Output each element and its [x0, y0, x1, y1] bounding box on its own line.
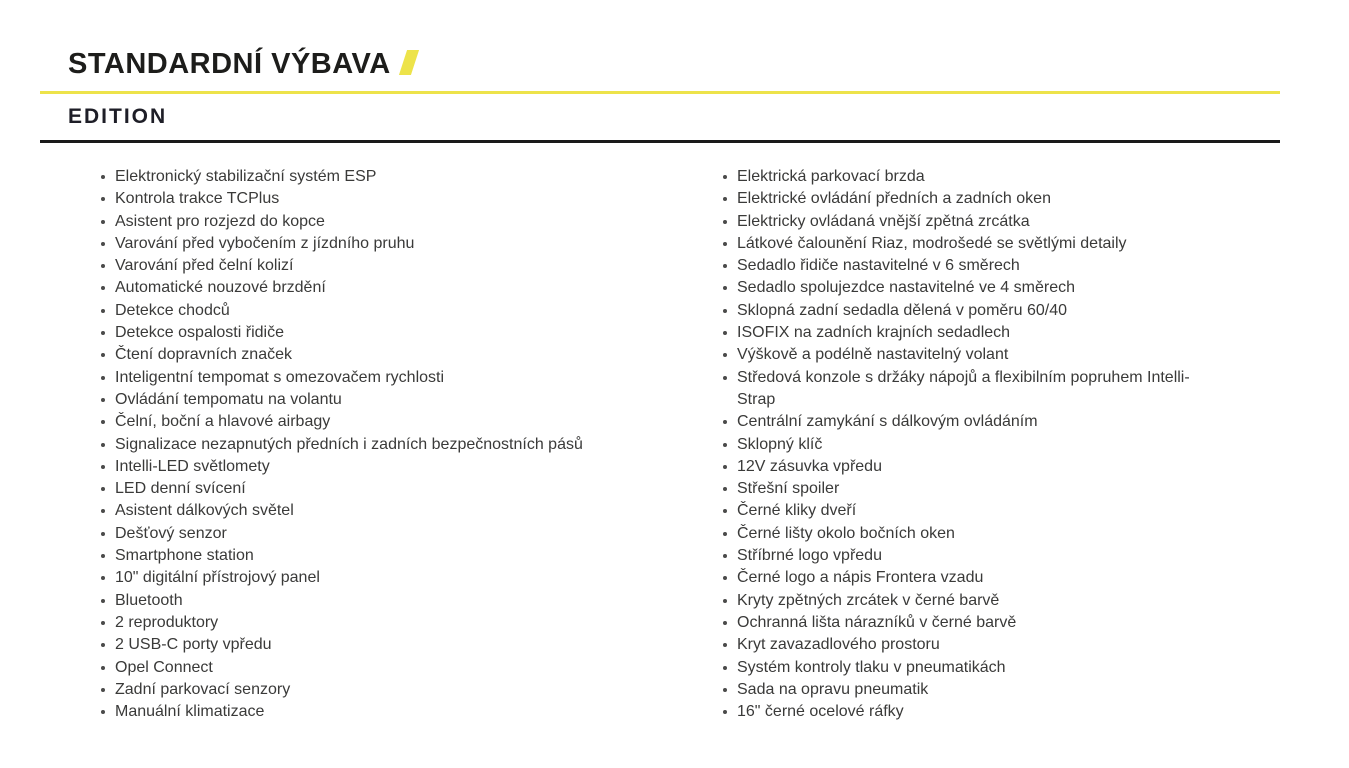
- bullet-icon: [101, 465, 105, 469]
- feature-text: 2 reproduktory: [115, 613, 219, 631]
- bullet-icon: [723, 666, 727, 670]
- bullet-icon: [723, 220, 727, 224]
- feature-item: [722, 679, 1222, 701]
- feature-text: 12V zásuvka vpředu: [737, 457, 882, 475]
- feature-item: [722, 612, 1222, 634]
- yellow-divider: [40, 91, 1280, 94]
- feature-item: [100, 701, 662, 723]
- bullet-icon: [101, 420, 105, 424]
- feature-text: Detekce chodců: [115, 301, 230, 319]
- feature-item: [100, 411, 662, 433]
- feature-item: [100, 523, 662, 545]
- bullet-icon: [101, 532, 105, 536]
- feature-text: Sklopný klíč: [737, 435, 823, 453]
- bullet-icon: [101, 309, 105, 313]
- feature-text: Elektrická parkovací brzda: [737, 168, 925, 185]
- feature-text: Systém kontroly tlaku v pneumatikách: [737, 658, 1006, 676]
- feature-text: Manuální klimatizace: [115, 703, 265, 721]
- black-divider: [40, 140, 1280, 143]
- feature-item: [100, 277, 662, 299]
- bullet-icon: [723, 576, 727, 580]
- feature-text: Černé kliky dveří: [737, 502, 857, 520]
- page-title-text: STANDARDNÍ VÝBAVA: [68, 48, 391, 80]
- feature-item: [722, 456, 1222, 478]
- feature-item: [100, 389, 662, 411]
- bullet-icon: [101, 376, 105, 380]
- bullet-icon: [101, 264, 105, 268]
- feature-item: [100, 344, 662, 366]
- feature-text: Sklopná zadní sedadla dělená v poměru 60/40: [737, 301, 1068, 319]
- feature-text: ISOFIX na zadních krajních sedadlech: [737, 324, 1011, 342]
- bullet-icon: [723, 264, 727, 268]
- bullet-icon: [723, 643, 727, 647]
- feature-item: [722, 344, 1222, 366]
- feature-item: [100, 188, 662, 210]
- feature-text: Ovládání tempomatu na volantu: [115, 390, 342, 408]
- bullet-icon: [723, 286, 727, 290]
- feature-item: [722, 300, 1222, 322]
- feature-item: [722, 233, 1222, 255]
- feature-text: Kryty zpětných zrcátek v černé barvě: [737, 591, 1000, 609]
- feature-text: Střešní spoiler: [737, 480, 840, 498]
- yellow-slash-icon: [399, 50, 419, 75]
- bullet-icon: [723, 175, 727, 179]
- feature-text: Dešťový senzor: [115, 524, 227, 542]
- bullet-icon: [101, 643, 105, 647]
- feature-text: Opel Connect: [115, 658, 213, 676]
- bullet-icon: [101, 509, 105, 513]
- feature-text: Černé logo a nápis Frontera vzadu: [737, 569, 984, 587]
- section-title: EDITION: [68, 105, 168, 128]
- feature-text: Černé lišty okolo bočních oken: [737, 524, 955, 542]
- feature-item: [722, 523, 1222, 545]
- feature-text: 10" digitální přístrojový panel: [115, 569, 320, 587]
- feature-item: [722, 567, 1222, 589]
- feature-item: [722, 166, 1222, 188]
- feature-text: Čelní, boční a hlavové airbagy: [115, 413, 331, 431]
- bullet-icon: [723, 420, 727, 424]
- bullet-icon: [101, 621, 105, 625]
- feature-text: Centrální zamykání s dálkovým ovládáním: [737, 413, 1038, 431]
- feature-text: Inteligentní tempomat s omezovačem rychlosti: [115, 368, 445, 386]
- feature-item: [722, 367, 1222, 412]
- feature-item: [100, 567, 662, 589]
- feature-item: [100, 233, 662, 255]
- feature-list-right: [722, 166, 1222, 723]
- bullet-icon: [723, 197, 727, 201]
- feature-item: [100, 211, 662, 233]
- feature-item: [100, 300, 662, 322]
- feature-item: [100, 545, 662, 567]
- feature-text: Elektronický stabilizační systém ESP: [115, 168, 377, 185]
- bullet-icon: [723, 376, 727, 380]
- feature-item: [722, 434, 1222, 456]
- bullet-icon: [101, 487, 105, 491]
- bullet-icon: [101, 331, 105, 335]
- feature-text: Detekce ospalosti řidiče: [115, 324, 284, 342]
- feature-text: Zadní parkovací senzory: [115, 680, 291, 698]
- feature-text: Signalizace nezapnutých předních i zadních bezpečnostních pásů: [115, 435, 583, 453]
- feature-text: Smartphone station: [115, 547, 254, 565]
- bullet-icon: [723, 443, 727, 447]
- feature-item: [100, 500, 662, 522]
- feature-text: Asistent pro rozjezd do kopce: [115, 212, 325, 230]
- feature-list-left: [100, 166, 662, 723]
- feature-item: [100, 322, 662, 344]
- feature-text: 2 USB-C porty vpředu: [115, 636, 272, 654]
- bullet-icon: [723, 242, 727, 246]
- feature-item: [100, 434, 662, 456]
- feature-item: [722, 590, 1222, 612]
- bullet-icon: [723, 599, 727, 603]
- feature-item: [100, 590, 662, 612]
- bullet-icon: [723, 331, 727, 335]
- feature-text: 16" černé ocelové ráfky: [737, 703, 904, 721]
- bullet-icon: [101, 220, 105, 224]
- feature-item: [722, 701, 1222, 723]
- feature-item: [100, 679, 662, 701]
- feature-text: Intelli-LED světlomety: [115, 457, 270, 475]
- feature-item: [100, 367, 662, 389]
- feature-text: Bluetooth: [115, 591, 183, 609]
- feature-text: Ochranná lišta nárazníků v černé barvě: [737, 613, 1017, 631]
- feature-text: Středová konzole s držáky nápojů a flexibilním popruhem Intelli-Strap: [737, 368, 1190, 408]
- feature-text: Sada na opravu pneumatik: [737, 680, 929, 698]
- bullet-icon: [101, 688, 105, 692]
- feature-text: Kontrola trakce TCPlus: [115, 190, 280, 208]
- feature-text: Sedadlo řidiče nastavitelné v 6 směrech: [737, 257, 1020, 275]
- bullet-icon: [723, 688, 727, 692]
- bullet-icon: [101, 666, 105, 670]
- feature-text: LED denní svícení: [115, 480, 246, 498]
- feature-text: Varování před čelní kolizí: [115, 257, 294, 275]
- feature-item: [100, 456, 662, 478]
- feature-item: [722, 634, 1222, 656]
- feature-item: [100, 166, 662, 188]
- feature-text: Varování před vybočením z jízdního pruhu: [115, 234, 415, 252]
- bullet-icon: [723, 353, 727, 357]
- bullet-icon: [101, 353, 105, 357]
- feature-text: Čtení dopravních značek: [115, 346, 292, 364]
- feature-text: Výškově a podélně nastavitelný volant: [737, 346, 1009, 364]
- bullet-icon: [101, 710, 105, 714]
- feature-item: [100, 634, 662, 656]
- bullet-icon: [101, 576, 105, 580]
- feature-text: Asistent dálkových světel: [115, 502, 294, 520]
- bullet-icon: [723, 710, 727, 714]
- feature-item: [722, 211, 1222, 233]
- feature-item: [100, 255, 662, 277]
- feature-item: [100, 478, 662, 500]
- feature-text: Elektricky ovládaná vnější zpětná zrcátka: [737, 212, 1030, 230]
- bullet-icon: [101, 175, 105, 179]
- bullet-icon: [101, 443, 105, 447]
- feature-text: Kryt zavazadlového prostoru: [737, 636, 940, 654]
- feature-item: [722, 545, 1222, 567]
- feature-item: [722, 322, 1222, 344]
- feature-item: [100, 612, 662, 634]
- feature-item: [722, 657, 1222, 679]
- feature-item: [722, 500, 1222, 522]
- feature-item: [100, 657, 662, 679]
- bullet-icon: [723, 621, 727, 625]
- bullet-icon: [101, 197, 105, 201]
- feature-item: [722, 255, 1222, 277]
- bullet-icon: [101, 398, 105, 402]
- feature-text: Sedadlo spolujezdce nastavitelné ve 4 směrech: [737, 279, 1075, 297]
- feature-item: [722, 411, 1222, 433]
- feature-text: Elektrické ovládání předních a zadních oken: [737, 190, 1051, 208]
- feature-text: Stříbrné logo vpředu: [737, 547, 882, 565]
- page-title: [68, 48, 415, 81]
- bullet-icon: [723, 309, 727, 313]
- bullet-icon: [101, 286, 105, 290]
- feature-text: Látkové čalounění Riaz, modrošedé se světlými detaily: [737, 234, 1127, 252]
- feature-item: [722, 188, 1222, 210]
- bullet-icon: [101, 554, 105, 558]
- feature-item: [722, 478, 1222, 500]
- bullet-icon: [723, 554, 727, 558]
- bullet-icon: [101, 599, 105, 603]
- bullet-icon: [101, 242, 105, 246]
- feature-item: [722, 277, 1222, 299]
- bullet-icon: [723, 465, 727, 469]
- feature-text: Automatické nouzové brzdění: [115, 279, 326, 297]
- bullet-icon: [723, 532, 727, 536]
- bullet-icon: [723, 509, 727, 513]
- bullet-icon: [723, 487, 727, 491]
